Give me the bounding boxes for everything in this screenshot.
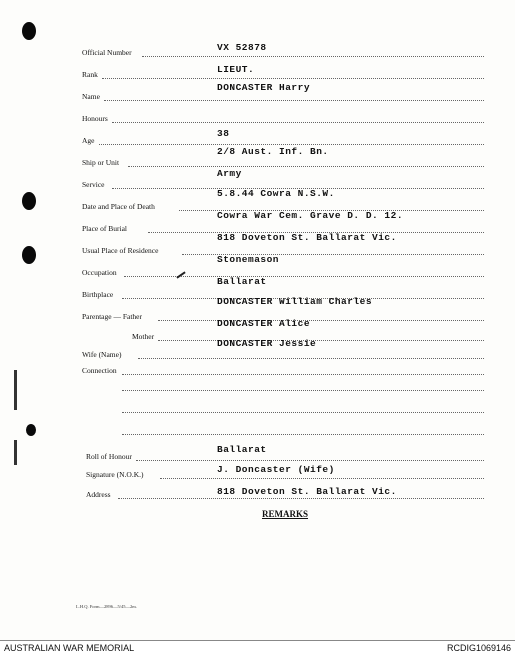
remarks-heading: REMARKS [262, 509, 309, 519]
field-label: Date and Place of Death [82, 202, 155, 211]
row-honours [0, 108, 515, 124]
field-value: DONCASTER Harry [217, 82, 311, 93]
row-connection [0, 366, 515, 382]
row-age [0, 130, 515, 146]
punch-hole [22, 22, 36, 40]
dotted-line [128, 166, 484, 167]
dotted-line [99, 144, 484, 145]
row-address [0, 486, 515, 506]
field-label: Official Number [82, 48, 132, 57]
field-label: Age [82, 136, 95, 145]
field-value: 818 Doveton St. Ballarat Vic. [217, 486, 397, 497]
field-value: Army [217, 168, 242, 179]
field-value: Ballarat [217, 444, 267, 455]
field-value: Stonemason [217, 254, 280, 265]
archive-footer [0, 640, 515, 655]
row-official-number [0, 42, 515, 58]
field-label: Birthplace [82, 290, 114, 299]
field-value: Cowra War Cem. Grave D. D. 12. [217, 210, 404, 221]
field-value: 818 Doveton St. Ballarat Vic. [217, 232, 397, 243]
field-label: Occupation [82, 268, 117, 277]
field-value: J. Doncaster (Wife) [217, 464, 335, 475]
field-label: Address [86, 490, 111, 499]
field-value: DONCASTER William Charles [217, 296, 373, 307]
field-value: Ballarat [217, 276, 267, 287]
field-label: Signature (N.O.K.) [86, 470, 144, 479]
row-unit [0, 146, 515, 168]
dotted-line [158, 320, 484, 321]
row-signature [0, 464, 515, 486]
dotted-line [142, 56, 484, 57]
punch-hole [26, 424, 36, 436]
dotted-line [104, 100, 484, 101]
row-name [0, 82, 515, 102]
dotted-line [158, 340, 484, 341]
field-label: Ship or Unit [82, 158, 120, 167]
dotted-line [136, 460, 484, 461]
field-value: DONCASTER Jessie [217, 338, 317, 349]
field-value: 2/8 Aust. Inf. Bn. [217, 146, 329, 157]
institution-name: AUSTRALIAN WAR MEMORIAL [4, 643, 135, 653]
field-label: Roll of Honour [86, 452, 132, 461]
dotted-line [122, 434, 484, 435]
row-rank [0, 64, 515, 80]
field-label: Place of Burial [82, 224, 127, 233]
field-label: Mother [132, 332, 155, 341]
field-label: Parentage — Father [82, 312, 142, 321]
field-value: LIEUT. [217, 64, 255, 75]
dotted-line [160, 478, 484, 479]
dotted-line [122, 374, 484, 375]
field-label: Connection [82, 366, 117, 375]
form-code: L.H.Q. Form—2896—5/45—2m. [76, 604, 137, 609]
dotted-line [122, 412, 484, 413]
field-value: 38 [217, 128, 230, 139]
field-label: Name [82, 92, 100, 101]
dotted-line [102, 78, 484, 79]
record-id: RCDIG1069146 [446, 643, 511, 653]
dotted-line [112, 122, 484, 123]
dotted-line [138, 358, 484, 359]
field-label: Service [82, 180, 105, 189]
dotted-line [122, 390, 484, 391]
field-value: VX 52878 [217, 42, 267, 53]
field-label: Usual Place of Residence [82, 246, 159, 255]
row-wife [0, 338, 515, 366]
dotted-line [118, 498, 484, 499]
field-value: DONCASTER Alice [217, 318, 311, 329]
field-label: Honours [82, 114, 108, 123]
field-label: Wife (Name) [82, 350, 122, 359]
field-label: Rank [82, 70, 98, 79]
field-value: 5.8.44 Cowra N.S.W. [217, 188, 335, 199]
